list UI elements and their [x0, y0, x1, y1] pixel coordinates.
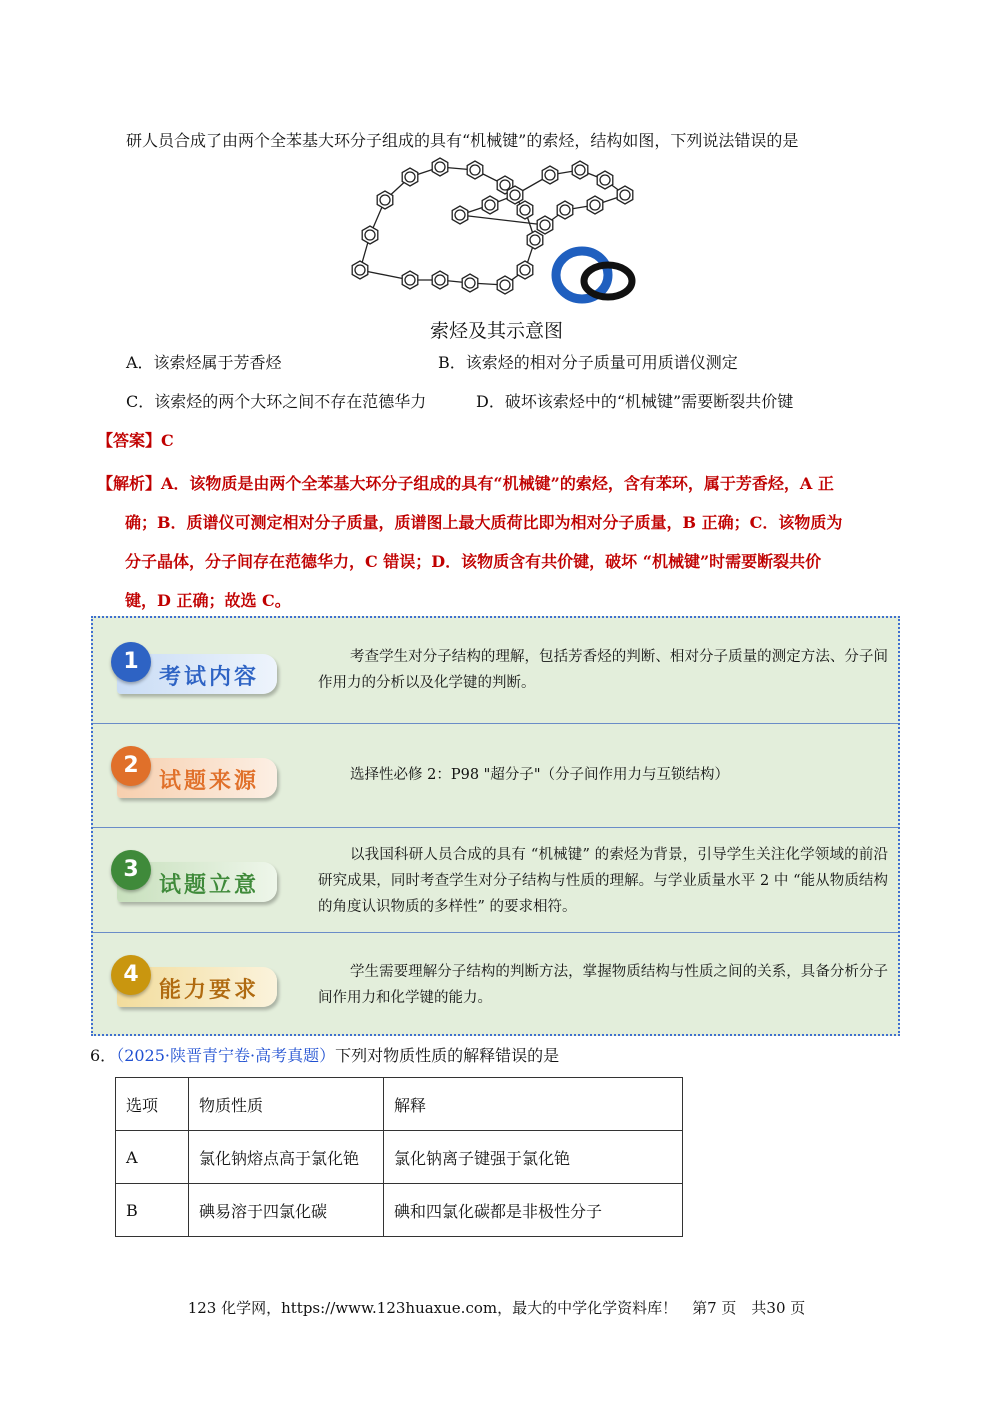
option-a[interactable]: A．该索烃属于芳香烃: [126, 353, 282, 372]
analysis-line: 分子晶体，分子间存在范德华力，C 错误；D．该物质含有共价键，破坏 “机械键”时需要断裂共价: [125, 552, 822, 571]
option-b[interactable]: B．该索烃的相对分子质量可用质谱仪测定: [438, 353, 738, 372]
table-row: [116, 1131, 683, 1184]
badge-label: 试题立意: [159, 873, 260, 898]
badge-number: 1: [111, 642, 151, 682]
table-cell: 碘易溶于四氯化碳: [189, 1184, 384, 1237]
answer-value: C: [161, 431, 174, 450]
panel-row-intent: [93, 827, 898, 933]
table-row: [116, 1184, 683, 1237]
badge-number: 2: [111, 746, 151, 786]
question-6-source[interactable]: （2025·陕晋青宁卷·高考真题）: [116, 1046, 336, 1065]
panel-row-ability: [93, 932, 898, 1035]
analysis-panel: [91, 616, 900, 1036]
table-cell: A: [116, 1131, 189, 1184]
badge-exam-content: [111, 642, 281, 698]
table-cell: B: [116, 1184, 189, 1237]
badge-intent: [111, 850, 281, 906]
analysis-line: 确；B．质谱仪可测定相对分子质量，质谱图上最大质荷比即为相对分子质量，B 正确；C．该物质为: [125, 513, 843, 532]
page-footer: 123 化学网，https://www.123huaxue.com，最大的中学化学资料库！ 第7 页 共30 页: [187, 1299, 806, 1317]
badge-ability: [111, 955, 281, 1011]
question-6: [90, 1043, 559, 1066]
question-6-stem: 下列对物质性质的解释错误的是: [335, 1046, 560, 1065]
question-6-number: 6．: [90, 1046, 117, 1065]
badge-label: 试题来源: [159, 769, 260, 794]
analysis-label: 【解析】: [97, 474, 162, 493]
table-header-cell: 选项: [116, 1078, 189, 1131]
question-stem: 研人员合成了由两个全苯基大环分子组成的具有“机械键”的索烃，结构如图，下列说法错误的是: [126, 131, 799, 150]
badge-number: 4: [111, 955, 151, 995]
figure-caption: 索烃及其示意图: [429, 320, 563, 342]
table-cell: 氯化钠离子键强于氯化铯: [384, 1131, 683, 1184]
panel-row-source: [93, 723, 898, 828]
panel-row-text: 选择性必修 2：P98 "超分子"（分子间作用力与互锁结构）: [350, 767, 729, 783]
table-header-cell: 解释: [384, 1078, 683, 1131]
option-d[interactable]: D．破坏该索烃中的“机械键”需要断裂共价键: [476, 392, 794, 411]
table-header-row: [116, 1078, 683, 1131]
option-c[interactable]: C．该索烃的两个大环之间不存在范德华力: [126, 392, 427, 411]
badge-label: 能力要求: [159, 978, 260, 1003]
badge-source: [111, 746, 281, 802]
panel-row-text: 考查学生对分子结构的理解，包括芳香烃的判断、相对分子质量的测定方法、分子间作用力的分析以及化学键的判断。: [318, 649, 888, 691]
question-6-table: [115, 1077, 683, 1237]
badge-label: 考试内容: [159, 665, 260, 690]
table-header-cell: 物质性质: [189, 1078, 384, 1131]
analysis-line: 键，D 正确；故选 C。: [125, 591, 291, 610]
badge-number: 3: [111, 850, 151, 890]
answer: [97, 428, 174, 451]
analysis-line: A．该物质是由两个全苯基大环分子组成的具有“机械键”的索烃，含有苯环，属于芳香烃，A 正: [161, 474, 834, 493]
panel-row-text: 以我国科研人员合成的具有 “机械键” 的索烃为背景，引导学生关注化学领域的前沿研究成果，同时考查学生对分子结构与性质的理解。与学业质量水平 2 中 “能从物质结构的角度认识物质的多样性” 的要求相符。: [318, 847, 888, 915]
analysis: [97, 464, 907, 620]
table-cell: 氯化钠熔点高于氯化铯: [189, 1131, 384, 1184]
answer-label: 【答案】: [97, 431, 162, 450]
panel-row-text: 学生需要理解分子结构的判断方法，掌握物质结构与性质之间的关系，具备分析分子间作用力和化学键的能力。: [318, 964, 888, 1006]
panel-row-exam-content: [93, 618, 898, 723]
table-cell: 碘和四氯化碳都是非极性分子: [384, 1184, 683, 1237]
catenane-structure-figure: [340, 155, 660, 335]
